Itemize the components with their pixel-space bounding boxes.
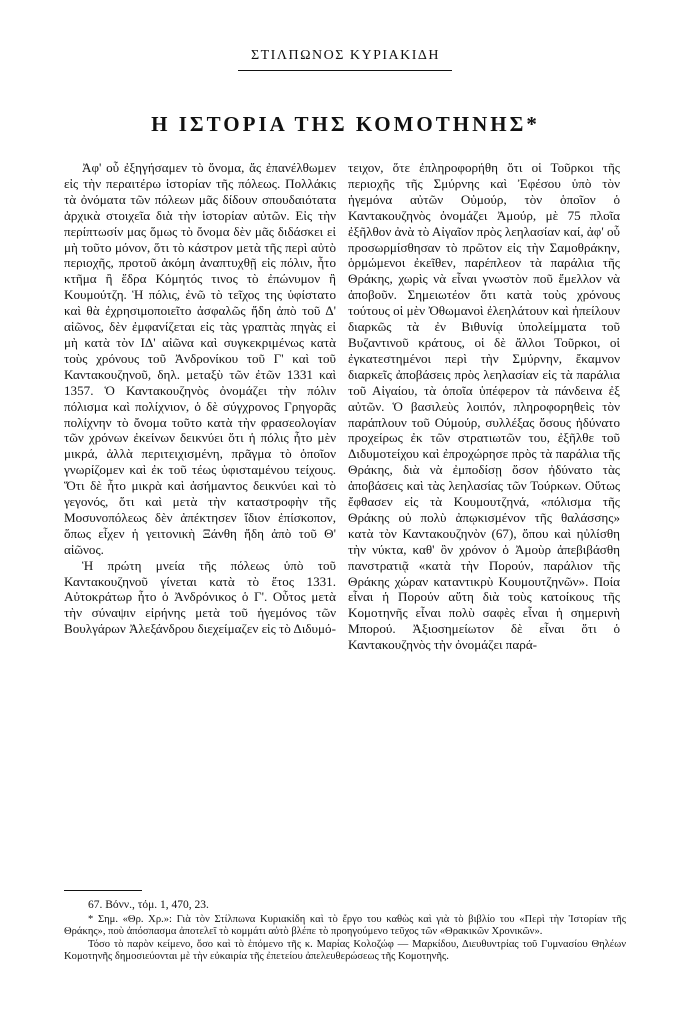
footnote: Τόσο τὸ παρὸν κείμενο, ὅσο καὶ τὸ ἑπόμενο τῆς κ. Μαρίας Κολοζώφ — Μαρκίδου, Διευθυντρίας τοῦ Γυμνασίου Θηλέων Κομοτηνῆς δημοσιεύονται μὲ τὴν εὐκαιρία τῆς ἐπετείου ἀπελευθερώσεως τῆς Κομοτηνῆς. (64, 938, 626, 963)
paragraph: τειχον, ὅτε ἐπληροφορήθη ὅτι οἱ Τοῦρκοι τῆς περιοχῆς τῆς Σμύρνης καὶ Ἐφέσου ὑπὸ τὸν ἡγεμόνα αὐτῶν Οὐμούρ, τὸν ὁποῖον ὁ Καντακουζηνὸς ὀνομάζει Ἀμούρ, μὲ 75 πλοῖα ἐξῆλθον ἀνὰ τὸ Αἰγαῖον πρὸς λεηλασίαν καί, ἀφ' οὗ προσωρμίσθησαν τὸ πρῶτον εἰς τὴν Σαμοθράκην, ὁρμώμενοι ἐκεῖθεν, παρέπλεον τὰ παράλια τῆς Θράκης, χωρὶς νὰ εἶναι γνωστὸν ποῦ ἔμελλον νὰ ἀποβοῦν. Σημειωτέον ὅτι κατὰ τοὺς χρόνους τούτους οἱ μὲν Ὀθωμανοὶ ἐλεηλάτουν καὶ ἠπείλουν διαρκῶς τὰ ἐν Βιθυνίᾳ ὑπολείμματα τοῦ Βυζαντινοῦ κράτους, οἱ δὲ ἄλλοι Τοῦρκοι, οἱ ἐγκατεστημένοι περὶ τὴν Σμύρνην, ἔκαμνον διαρκεῖς ἀποβάσεις πρὸς λεηλασίαν εἰς τὰ παράλια τοῦ Αἰγαίου, τὰ ὁποῖα ὑπέφερον τὰ πάνδεινα ἐξ αὐτῶν. Ὁ βασιλεὺς λοιπόν, πληροφορηθεὶς τὸν παράπλουν τοῦ Ούμούρ, συλλέξας ὅσους ἠδύνατο προχείρως ἐκ τῶν στρατιωτῶν του, ἐξῆλθε τοῦ Διδυμοτείχου καὶ ἐπροχώρησε πρὸς τὰ παράλια τῆς Θράκης, διὰ νὰ ἐμποδίσῃ ὅσον ἠδύνατο τὰς ἀποβάσεις καὶ τὰς λεηλασίας τῶν Τούρκων. Οὕτως ἔφθασεν εἰς τὰ Κουμουτζηνά, «πόλισμα τῆς Θράκης οὐ πολὺ ἀπῳκισμένον τῆς θαλάσσης» κατὰ τὸν Καντακουζηνὸν (67), ὅπου καὶ ηὐλίσθη τὴν νύκτα, καθ' ὃν χρόνον ὁ Ἀμοὺρ ἀπεβιβάσθη πανστρατιᾷ «κατὰ τὴν Πορούν, παράλιον τῆς Θράκης χώραν καταντικρὺ Κουμουτζηνῶν». Ποία εἶναι ἡ Πορούν αὕτη διὰ τοὺς κατοίκους τῆς Κομοτηνῆς εἶναι πολὺ σαφὲς εἶναι ἡ σημερινὴ Μπορού. Ἀξιοσημείωτον δὲ εἶναι ὅτι ὁ Καντακουζηνὸς τὴν ὀνομάζει παρά- (348, 160, 620, 653)
running-head: ΣΤΙΛΠΩΝΟΣ ΚΥΡΙΑΚΙΔΗ (250, 48, 441, 63)
paragraph: Ἀφ' οὗ ἐξηγήσαμεν τὸ ὄνομα, ἄς ἐπανέλθωμεν εἰς τὴν περαιτέρω ἱστορίαν τῆς πόλεως. Πολλάκις τὰ ὀνόματα τῶν πόλεων μᾶς δίδουν σπουδαιότατα ἀρχικὰ στοιχεῖα διὰ τὴν ἱστορίαν αὐτῶν. Εἰς τὴν περίπτωσίν μας ὅμως τὸ ὄνομα δὲν μᾶς διδάσκει εἰ μὴ τοῦτο μόνον, ὅτι τὸ κάστρον μετὰ τῆς περὶ αὐτὸ περιοχῆς, προτοῦ ἀκόμη ἀναπτυχθῇ εἰς πόλιν, ἦτο κτῆμα ἢ ἕδρα Κόμητός τινος τὸ ἐπώνυμον ἢ Κουμούτζη. Ἡ πόλις, ἐνῶ τὸ τεῖχος της ὑφίστατο καὶ θὰ ἐχρησιμοποιεῖτο ἀσφαλῶς ἤδη ἀπὸ τοῦ Δ' αἰῶνος, δὲν ἐμφανίζεται εἰς τὰς γραπτὰς πηγὰς εἰ μὴ κατὰ τὸν ΙΔ' αἰῶνα καὶ συγκεκριμένως κατὰ τοὺς χρόνους τοῦ Ἀνδρονίκου τοῦ Γ' καὶ τοῦ Καντακουζηνοῦ, δηλ. μεταξὺ τῶν ἐτῶν 1331 καὶ 1357. Ὁ Καντακουζηνὸς ὀνομάζει τὴν πόλιν πόλισμα καὶ πολίχνιον, ὁ δὲ σύγχρονος Γρηγορᾶς πολίχνην τὸ ὄνομα τοῦτο κατὰ τὴν φρασεολογίαν τῶν χρόνων ἐκείνων δεικνύει ὅτι ἡ πόλις ἦτο μὲν μικρά, ἀλλὰ περιτειχισμένη, πρᾶγμα τὸ ὁποῖον γνωρίζομεν καὶ ἐκ τοῦ τέως ὑφισταμένου τείχους. Ὅτι δὲ ἦτο μικρὰ καὶ ἀσήμαντος δεικνύει καὶ τὸ γεγονός, ὅτι καὶ μετὰ τὴν καταστροφὴν τῆς Μοσυνοπόλεως δὲν ἀπέκτησεν ἴδιον ἐπίσκοπον, ὅπως εἶχεν ἡ γειτονικὴ Ξάνθη ἤδη ἀπὸ τοῦ Θ' αἰῶνος. (64, 160, 336, 557)
footnote-rule (64, 890, 142, 891)
article-title: Η ΙΣΤΟΡΙΑ ΤΗΣ ΚΟΜΟΤΗΝΗΣ* (151, 112, 540, 136)
footnote: * Σημ. «Θρ. Χρ.»: Γιὰ τὸν Στίλπωνα Κυριακίδη καὶ τὸ ἔργο του καθὼς καὶ γιὰ τὸ βιβλίο του «Περὶ τὴν Ἱστορίαν τῆς Θράκης», ποὺ ἀπόσπασμα ἀποτελεῖ τὸ κομμάτι αὐτὸ βλέπε τὸ προηγούμενο τεῦχος τῶν «Θρακικῶν Χρονικῶν». (64, 913, 626, 938)
running-head-rule (238, 70, 452, 71)
footnotes (64, 899, 626, 964)
paragraph: Ἡ πρώτη μνεία τῆς πόλεως ὑπὸ τοῦ Καντακουζηνοῦ γίνεται κατὰ τὸ ἔτος 1331. Αὐτοκράτωρ ἦτο ὁ Ἀνδρόνικος ὁ Γ'. Οὗτος μετὰ τὴν σύναψιν εἰρήνης μετὰ τοῦ ἡγεμόνος τῶν Βουλγάρων Ἀλεξάνδρου διεχείμαζεν εἰς τὸ Διδυμό- (64, 557, 336, 637)
footnote: 67. Βόνν., τόμ. 1, 470, 23. (88, 899, 209, 911)
right-column (348, 160, 620, 653)
left-column (64, 160, 336, 637)
